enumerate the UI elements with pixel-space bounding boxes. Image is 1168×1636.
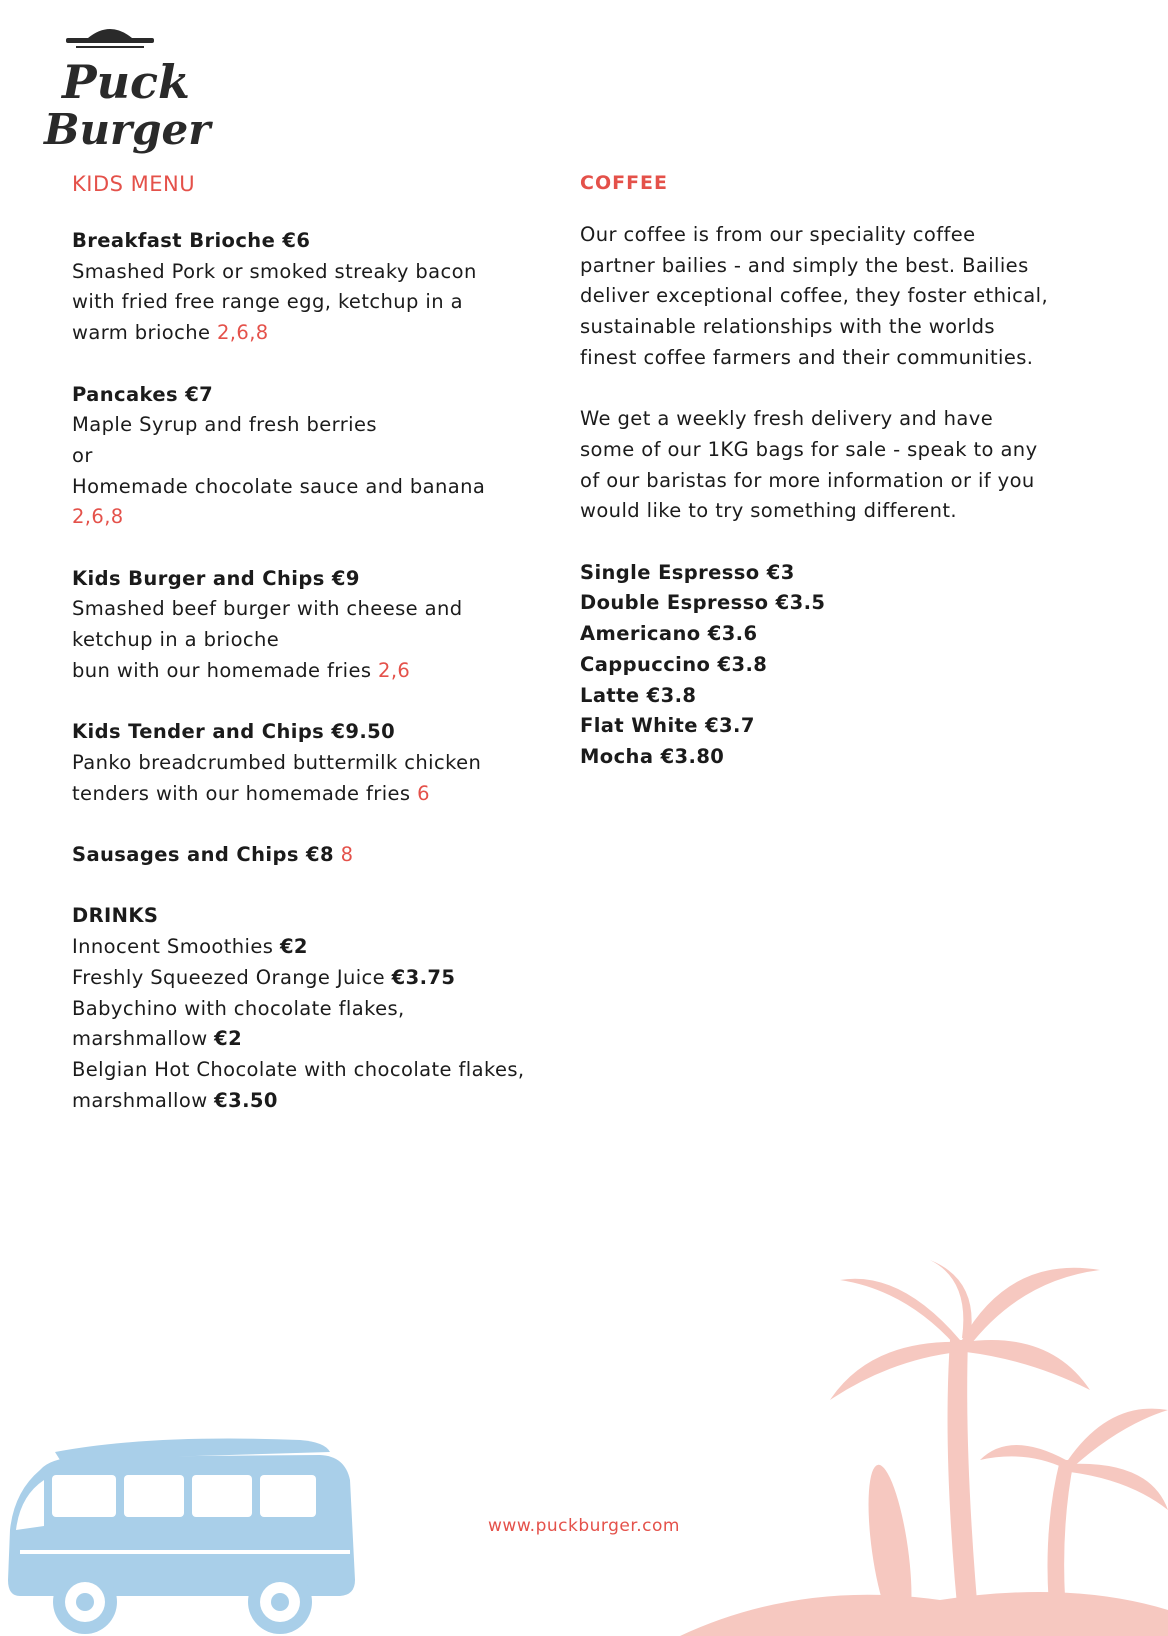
item-desc-line: bun with our homemade fries 2,6 <box>72 658 411 682</box>
item-desc-line: Panko breadcrumbed buttermilk chicken <box>72 750 482 774</box>
item-desc-line: with fried free range egg, ketchup in a <box>72 290 463 314</box>
menu-item <box>72 380 572 534</box>
menu-item <box>72 840 572 871</box>
coffee-heading: COFFEE <box>580 172 669 194</box>
item-desc-line: Maple Syrup and fresh berries <box>72 413 377 437</box>
kids-menu-heading: KIDS MENU <box>72 172 196 196</box>
allergen-codes: 2,6,8 <box>217 321 269 345</box>
coffee-intro-paragraph: Our coffee is from our speciality coffee partner bailies - and simply the best. Bailies deliver exceptional coffee, they foster ethical, sustainable relationships with the worlds finest coffee farmers and their communities. <box>580 223 1049 369</box>
item-title: Breakfast Brioche €6 <box>72 229 311 252</box>
allergen-codes: 8 <box>340 843 354 866</box>
drink-row: Innocent Smoothies €2 <box>72 935 308 959</box>
coffee-item: Americano €3.6 <box>580 622 758 646</box>
menu-item <box>72 717 572 809</box>
coffee-item: Cappuccino €3.8 <box>580 652 768 676</box>
item-desc-line <box>72 502 572 533</box>
palm-trees-illustration <box>680 1260 1168 1636</box>
item-desc-line: warm brioche 2,6,8 <box>72 321 269 345</box>
item-title: Kids Tender and Chips €9.50 <box>72 720 396 744</box>
item-title: Pancakes €7 <box>72 382 214 406</box>
item-title: Sausages and Chips €8 <box>72 843 334 866</box>
drink-row: marshmallow €3.50 <box>72 1088 278 1112</box>
item-desc-line: Smashed Pork or smoked streaky bacon <box>72 259 477 283</box>
website-url[interactable]: www.puckburger.com <box>488 1516 680 1536</box>
drinks-heading: DRINKS <box>72 904 159 928</box>
kids-menu-section <box>72 172 572 1116</box>
coffee-item: Mocha €3.80 <box>580 744 725 768</box>
allergen-codes: 6 <box>417 781 430 805</box>
drink-row: Freshly Squeezed Orange Juice €3.75 <box>72 965 456 989</box>
coffee-item: Double Espresso €3.5 <box>580 591 826 615</box>
logo-text-line1: Puck <box>62 55 190 109</box>
drink-row: Belgian Hot Chocolate with chocolate flakes, <box>72 1057 525 1081</box>
item-desc-line: Smashed beef burger with cheese and <box>72 597 463 621</box>
menu-item <box>72 226 572 349</box>
item-desc-line: tenders with our homemade fries 6 <box>72 781 430 805</box>
menu-item <box>72 564 572 687</box>
logo-text-line2: Burger <box>44 105 211 154</box>
drink-row: Babychino with chocolate flakes, <box>72 996 405 1020</box>
drinks-section <box>72 901 572 1116</box>
coffee-item: Latte €3.8 <box>580 683 697 707</box>
coffee-price-list <box>580 558 1100 773</box>
coffee-delivery-paragraph: We get a weekly fresh delivery and have some of our 1KG bags for sale - speak to any of our baristas for more information or if you would like to try something different. <box>580 407 1038 523</box>
item-title: Kids Burger and Chips €9 <box>72 566 360 590</box>
puck-burger-logo <box>40 20 211 160</box>
allergen-codes: 2,6 <box>378 658 411 682</box>
coffee-item: Flat White €3.7 <box>580 714 755 738</box>
coffee-section <box>580 172 1100 773</box>
coffee-item: Single Espresso €3 <box>580 560 795 584</box>
drink-row: marshmallow €2 <box>72 1027 243 1051</box>
item-desc-line: or <box>72 443 93 467</box>
allergen-codes: 2,6,8 <box>72 505 124 529</box>
item-desc-line: ketchup in a brioche <box>72 628 280 652</box>
item-desc-line: Homemade chocolate sauce and banana <box>72 474 486 498</box>
